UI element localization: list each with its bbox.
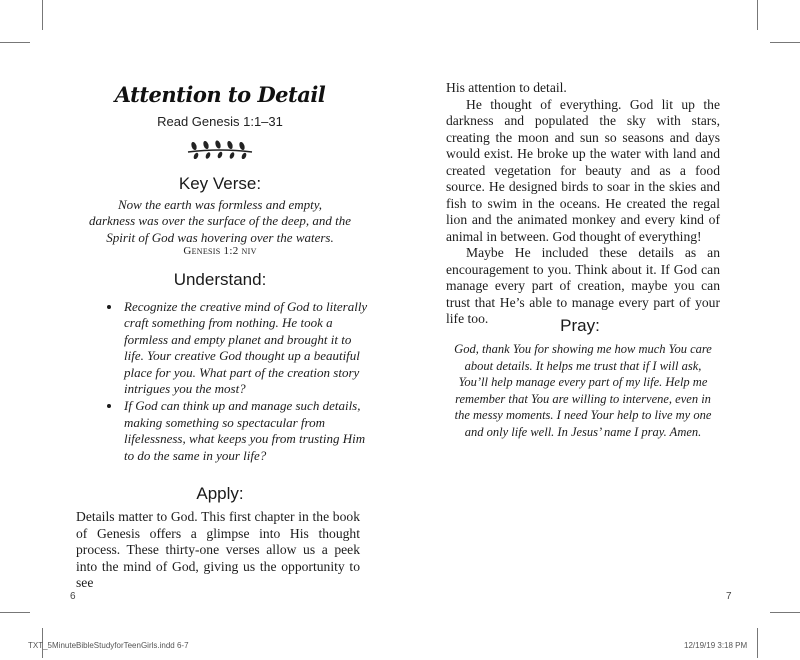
- prayer-line: and only life well. In Jesus’ name I pray. Amen.: [464, 424, 702, 439]
- apply-paragraph: Details matter to God. This first chapter in the book of Genesis offers a glimpse into His thought process. These thirty-one verses allow us a peek into the mind of God, giving us the opportunity to see: [76, 509, 360, 590]
- key-verse-heading: Key Verse:: [178, 174, 262, 193]
- key-verse-line: darkness was over the surface of the deep, and the: [88, 213, 352, 229]
- prayer-line: about details. It helps me trust that if I will ask,: [464, 358, 702, 373]
- page-number: 6: [70, 591, 76, 602]
- continuation-line: His attention to detail.: [446, 80, 567, 95]
- prayer-text: [446, 341, 720, 440]
- slug-filename: TXT_5MinuteBibleStudyforTeenGirls.indd 6-7: [28, 641, 189, 650]
- reading-reference: Read Genesis 1:1–31: [157, 114, 283, 129]
- crop-mark: [770, 612, 800, 613]
- body-paragraph: He thought of everything. God lit up the darkness and populated the sky with stars, creating the moon and sun so seasons and days would exist. He broke up the water with land and created vegetation for beauty and as a food source. He designed birds to soar in the skies and fish to swim in the oceans. He created the regal lion and the animated monkey and every kind of animal in between. God thought of everything!: [446, 96, 720, 244]
- list-item: • Recognize the creative mind of God to literally craft something from nothing. He took a formless and empty planet and brought it to life. Your creative God thought up a beautiful place for you. What part of the creation story intrigues you the most?: [122, 299, 372, 397]
- understand-list: [108, 299, 372, 465]
- slug-timestamp: 12/19/19 3:18 PM: [684, 641, 748, 650]
- understand-heading: Understand:: [173, 270, 267, 289]
- prayer-line: remember that You are willing to intervene, even in: [455, 391, 711, 406]
- body-paragraph: Maybe He included these details as an encouragement to you. Think about it. If God can manage every part of creation, maybe you can trust that He’s able to manage every part of your life too.: [446, 245, 720, 326]
- prayer-line: the messy moments. I need Your help to live my one: [454, 408, 712, 422]
- sprig-ornament-icon: [185, 139, 255, 159]
- prayer-line: You’ll help manage every part of my life. Help me: [458, 375, 708, 389]
- key-verse-text: [88, 197, 352, 246]
- crop-mark: [0, 612, 30, 613]
- left-page: [0, 0, 400, 610]
- page-title: Attention to Detail: [114, 82, 326, 107]
- apply-heading: Apply:: [196, 484, 244, 503]
- prayer-line: God, thank You for showing me how much You care: [454, 342, 712, 356]
- list-item: • If God can think up and manage such details, making something so spectacular from lifelessness, what keeps you from trusting Him to do the same in your life?: [122, 398, 372, 464]
- page-number: 7: [726, 591, 732, 602]
- key-verse-line: Spirit of God was hovering over the waters.: [106, 229, 334, 245]
- apply-continued-body: [446, 80, 720, 328]
- crop-mark: [757, 628, 758, 658]
- key-verse-line: Now the earth was formless and empty,: [117, 197, 323, 212]
- pray-heading: Pray:: [560, 316, 600, 335]
- key-verse-reference: Genesis 1:2 niv: [183, 245, 257, 257]
- right-page: [400, 0, 800, 610]
- apply-body: [76, 509, 360, 592]
